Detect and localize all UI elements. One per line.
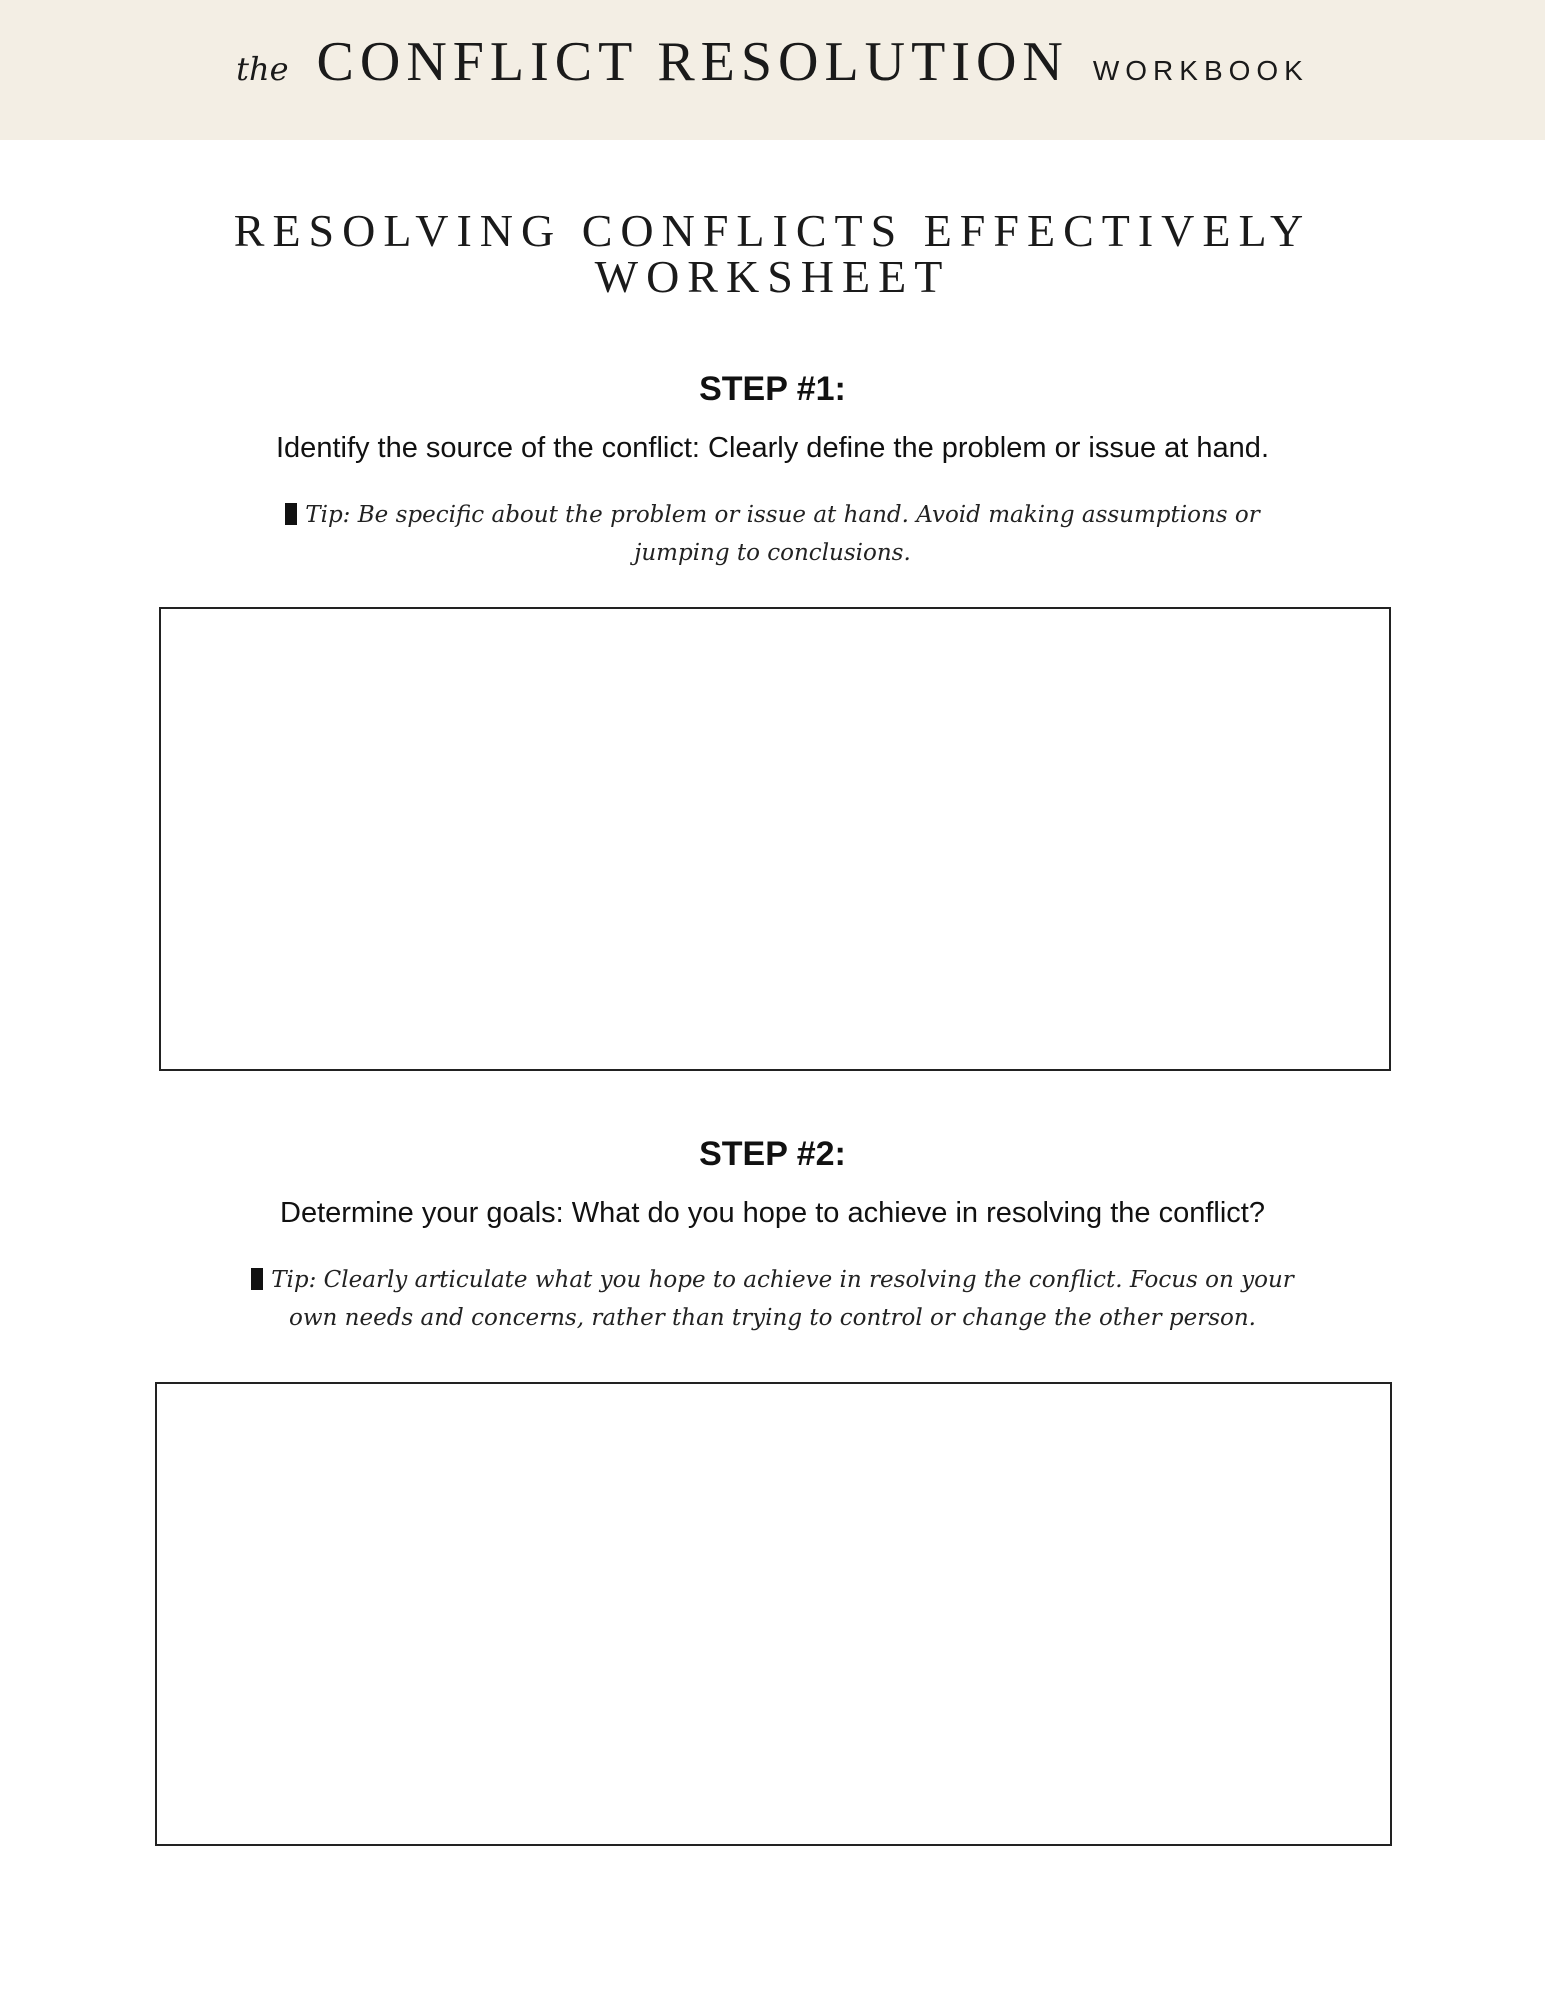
worksheet-title-line1: RESOLVING CONFLICTS EFFECTIVELY bbox=[233, 205, 1312, 256]
step-2-tip bbox=[225, 1261, 1320, 1337]
step-2-tip-text: Tip: Clearly articulate what you hope to achieve in resolving the conflict. Focus on your own needs and concerns, rather than trying to control or change the other person. bbox=[271, 1267, 1294, 1331]
step-1-instruction: Identify the source of the conflict: Clearly define the problem or issue at hand. bbox=[276, 432, 1269, 464]
step-2-heading: STEP #2: bbox=[699, 1135, 846, 1173]
worksheet-title bbox=[0, 205, 1545, 302]
step-1-answer-box[interactable] bbox=[159, 607, 1391, 1071]
workbook-header bbox=[0, 30, 1545, 110]
step-2-instruction: Determine your goals: What do you hope to achieve in resolving the conflict? bbox=[280, 1197, 1265, 1229]
header-suffix: WORKBOOK bbox=[1092, 55, 1309, 86]
step-1-heading: STEP #1: bbox=[699, 370, 846, 408]
header-title: CONFLICT RESOLUTION bbox=[316, 31, 1069, 93]
worksheet-title-line2: WORKSHEET bbox=[594, 251, 951, 302]
header-prefix: the bbox=[236, 50, 289, 88]
step-1-tip-text: Tip: Be specific about the problem or issue at hand. Avoid making assumptions or jumping to conclusions. bbox=[305, 502, 1260, 566]
tip-marker-icon bbox=[251, 1268, 263, 1290]
step-1-tip bbox=[240, 496, 1305, 572]
step-2-answer-box[interactable] bbox=[155, 1382, 1392, 1846]
tip-marker-icon bbox=[285, 503, 297, 525]
